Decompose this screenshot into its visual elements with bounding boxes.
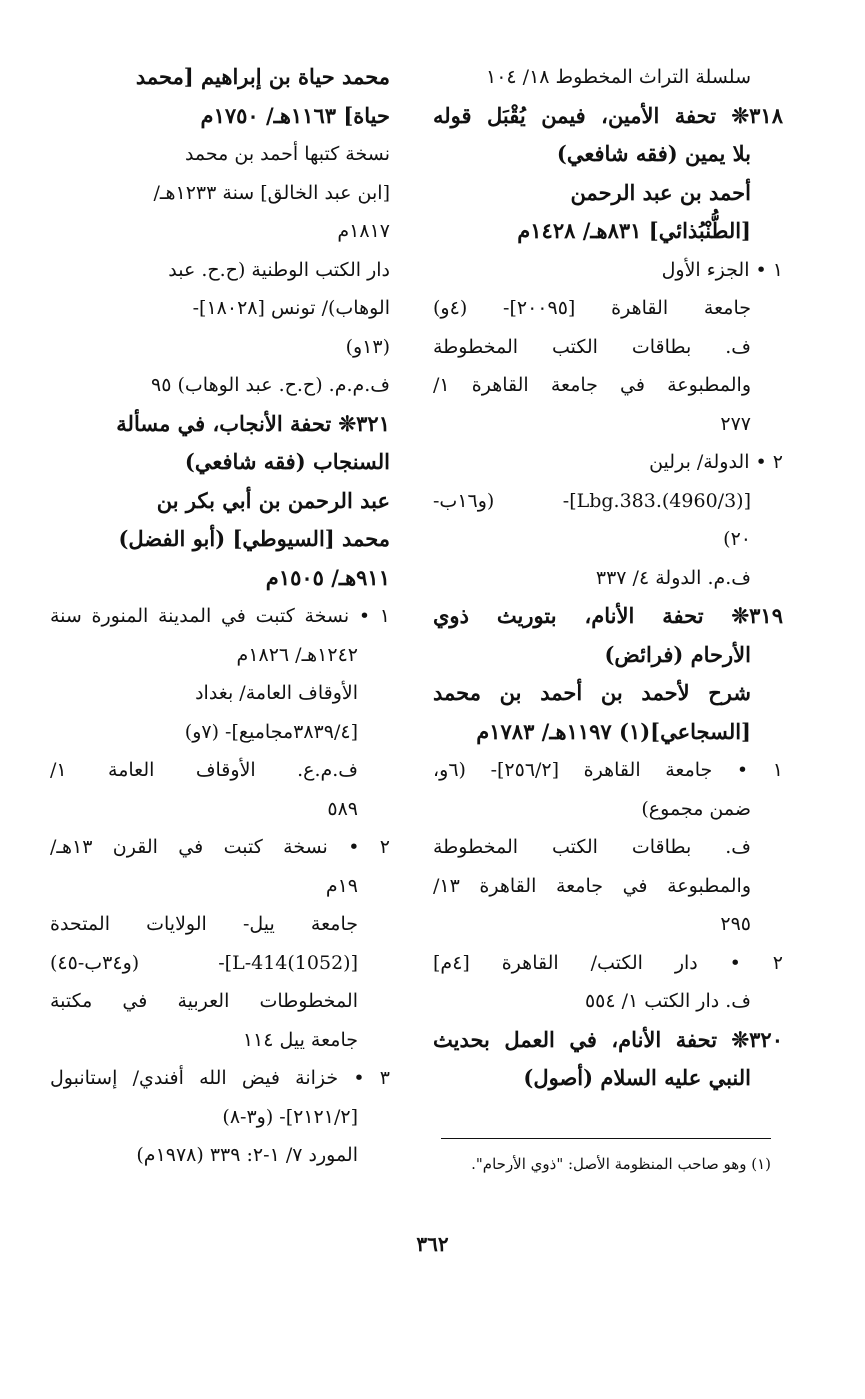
right-line: أحمد بن عبد الرحمن xyxy=(570,179,751,205)
left-line: ٣ • خزانة فيض الله أفندي/ إستانبول xyxy=(50,1067,390,1089)
left-line: المورد ٧/ ١-٢: ٣٣٩ (١٩٧٨م) xyxy=(136,1144,358,1166)
left-line: [٣٨٣٩/٤مجاميع]- (٧و) xyxy=(184,720,358,743)
right-line: ضمن مجموع) xyxy=(641,797,751,820)
left-line: ف.م.م. (ح.ح. عبد الوهاب) ٩٥ xyxy=(151,374,390,396)
right-line: الأرحام (فرائض) xyxy=(604,641,751,667)
left-line: [ابن عبد الخالق] سنة ١٢٣٣هـ/ xyxy=(153,181,390,204)
left-line: ١٨١٧م xyxy=(337,220,390,242)
right-line: والمطبوعة في جامعة القاهرة ١٣/ xyxy=(433,874,751,897)
left-line: [٢١٢١/٢]- (و٣-٨) xyxy=(222,1105,358,1128)
left-line: جامعة ييل- الولايات المتحدة xyxy=(50,913,358,935)
left-line: محمد [السيوطي] (أبو الفضل) xyxy=(118,526,390,551)
left-line: ٢ • نسخة كتبت في القرن ١٣هـ/ xyxy=(50,836,390,858)
left-line: المخطوطات العربية في مكتبة xyxy=(50,990,358,1012)
left-line: ف.م.ع. الأوقاف العامة ١/ xyxy=(50,759,358,781)
left-line: ٣٢١❊ تحفة الأنجاب، في مسألة xyxy=(116,410,390,436)
left-line: ١٩م xyxy=(325,874,358,897)
right-line: ف. دار الكتب ١/ ٥٥٤ xyxy=(584,990,751,1012)
right-line: بلا يمين (فقه شافعي) xyxy=(556,141,751,166)
right-line: ف.م. الدولة ٤/ ٣٣٧ xyxy=(595,566,751,589)
right-line: ١ • الجزء الأول xyxy=(661,258,783,281)
right-line: ف. بطاقات الكتب المخطوطة xyxy=(433,836,751,858)
left-line: ٥٨٩ xyxy=(327,797,358,820)
right-line: [الطُّنْبُذائي] ٨٣١هـ/ ١٤٢٨م xyxy=(517,218,751,243)
running-header: سلسلة التراث المخطوط ١٨/ ١٠٤ xyxy=(486,66,751,88)
left-line: محمد حياة بن إبراهيم [محمد xyxy=(135,64,390,89)
left-line: (١٣و) xyxy=(345,335,390,358)
right-line: ٢ • دار الكتب/ القاهرة [٤م] xyxy=(433,951,783,974)
right-line: والمطبوعة في جامعة القاهرة ١/ xyxy=(433,374,751,396)
left-column xyxy=(50,58,390,1175)
footnote-rule xyxy=(441,1138,771,1139)
right-line: ٢٧٧ xyxy=(720,412,751,435)
left-line: ٩١١هـ/ ١٥٠٥م xyxy=(265,564,390,590)
right-column xyxy=(433,58,783,1098)
right-line: جامعة القاهرة [٢٠٠٩٥]- (٤و) xyxy=(433,297,751,319)
right-line: ٢٠) xyxy=(723,528,751,550)
right-line: ١ • جامعة القاهرة [٢٥٦/٢]- (٦و، xyxy=(433,759,783,781)
left-line: [L-414(1052)]- (و٣٤ب-٤٥) xyxy=(50,951,358,974)
left-line: ١ • نسخة كتبت في المدينة المنورة سنة xyxy=(50,605,390,627)
footnote: (١) وهو صاحب المنظومة الأصل: "ذوي الأرحام". xyxy=(471,1155,771,1173)
right-line: [Lbg.383.(4960/3)]- (و١٦ب- xyxy=(433,489,751,512)
right-line: [السجاعي](١) ١١٩٧هـ/ ١٧٨٣م xyxy=(476,718,751,744)
right-line: ٢٩٥ xyxy=(720,913,751,935)
left-line: ١٢٤٢هـ/ ١٨٢٦م xyxy=(236,643,358,666)
left-line: السنجاب (فقه شافعي) xyxy=(184,449,390,474)
right-line: شرح لأحمد بن أحمد بن محمد xyxy=(433,680,751,705)
left-line: حياة] ١١٦٣هـ/ ١٧٥٠م xyxy=(200,102,390,128)
right-line: ٢ • الدولة/ برلين xyxy=(649,451,783,473)
page-number: ٣٦٢ xyxy=(416,1232,449,1256)
right-line: ٣١٨❊ تحفة الأمين، فيمن يُقْبَل قوله xyxy=(433,102,783,128)
left-line: الوهاب)/ تونس [١٨٠٢٨]- xyxy=(192,297,390,319)
right-line: ٣٢٠❊ تحفة الأنام، في العمل بحديث xyxy=(433,1026,783,1052)
left-line: جامعة ييل ١١٤ xyxy=(242,1028,358,1051)
left-line: دار الكتب الوطنية (ح.ح. عبد xyxy=(168,258,390,281)
right-line: النبي عليه السلام (أصول) xyxy=(523,1065,751,1090)
left-column-lines xyxy=(50,58,390,1175)
right-line: ف. بطاقات الكتب المخطوطة xyxy=(433,335,751,358)
right-line: ٣١٩❊ تحفة الأنام، بتوريث ذوي xyxy=(433,603,783,628)
left-line: عبد الرحمن بن أبي بكر بن xyxy=(156,487,390,513)
left-line: نسخة كتبها أحمد بن محمد xyxy=(184,143,390,165)
left-line: الأوقاف العامة/ بغداد xyxy=(195,682,358,704)
right-column-lines xyxy=(433,97,783,1098)
